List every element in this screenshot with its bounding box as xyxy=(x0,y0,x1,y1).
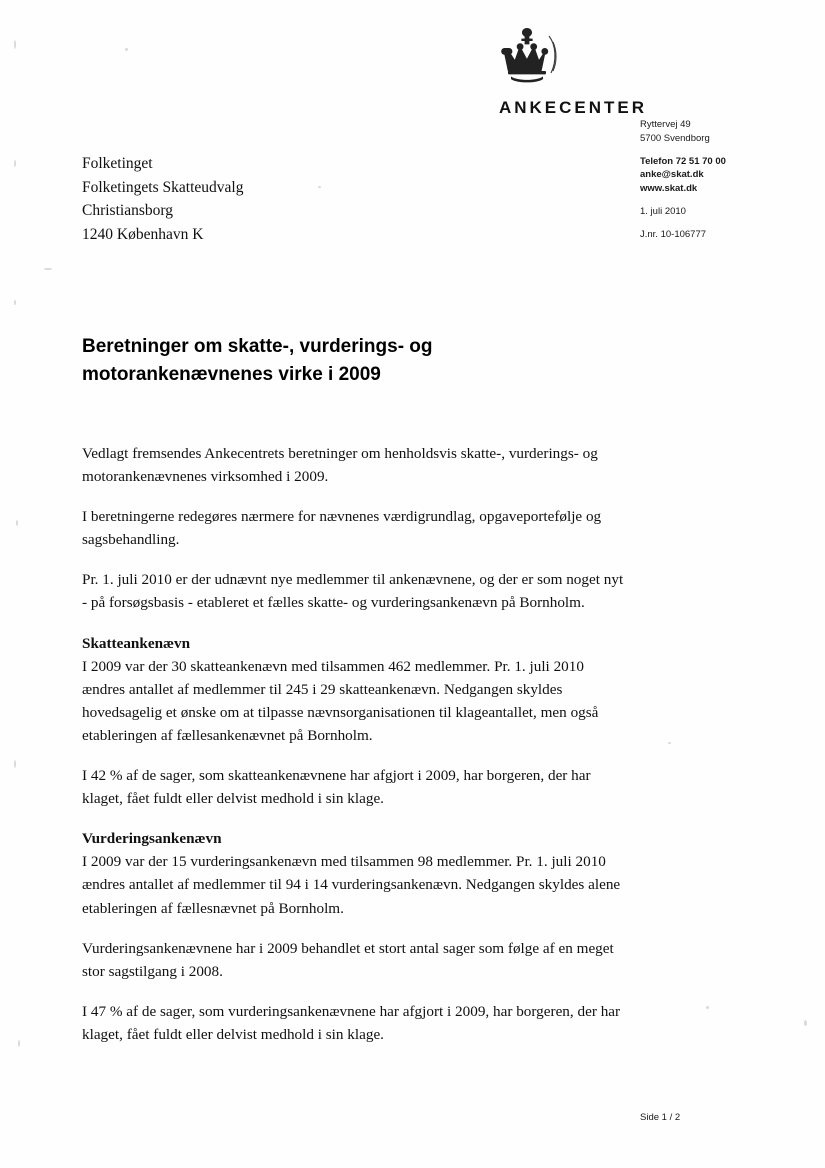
letter-date: 1. juli 2010 xyxy=(640,205,686,217)
section-0-paragraph-1: I 42 % af de sager, som skatteankenævnene har afgjort i 2009, har borgeren, der har klaget, fået fuldt eller delvist medhold i sin klage. xyxy=(82,767,591,808)
scan-artifact xyxy=(14,40,16,49)
contact-email: anke@skat.dk xyxy=(640,169,704,181)
scan-artifact xyxy=(44,268,52,270)
scan-artifact xyxy=(668,742,671,744)
page-footer: Side 1 / 2 xyxy=(640,1112,681,1123)
scan-artifact xyxy=(16,520,18,526)
addressee-line-3: Christiansborg xyxy=(82,202,173,220)
document-body xyxy=(82,442,627,1046)
spacer xyxy=(640,196,800,205)
scan-artifact xyxy=(14,300,16,305)
addressee-line-1: Folketinget xyxy=(82,155,153,172)
addressee-line-4: 1240 København K xyxy=(82,225,204,243)
section-1-paragraph-1: Vurderingsankenævnene har i 2009 behandlet et stort antal sager som følge af en meget stor sagstilgang i 2008. xyxy=(82,939,614,980)
scan-artifact xyxy=(318,186,321,188)
scan-artifact xyxy=(804,1020,807,1026)
intro-paragraph-1: Vedlagt fremsendes Ankecentrets beretninger om henholdsvis skatte-, vurderings- og motorankenævnenes virksomhed i 2009. xyxy=(82,445,598,486)
contact-website: www.skat.dk xyxy=(640,183,698,195)
scan-artifact xyxy=(14,760,16,768)
addressee-line-2: Folketingets Skatteudvalg xyxy=(82,178,244,196)
brand-wordmark: ANKECENTER xyxy=(498,98,647,117)
section-0-paragraph-0: I 2009 var der 30 skatteankenævn med tilsammen 462 medlemmer. Pr. 1. juli 2010 ændres antallet af medlemmer til 245 i 29 skatteankenævn. Nedgangen skyldes hovedsagelig et ønske om at tilpasse nævnsorganisationen til klageantallet, men også etableringen af fællesankenævnet på Bornholm. xyxy=(82,657,599,744)
section-heading-skatteankenaevn: Skatteankenævn xyxy=(82,634,191,652)
letterhead-logo xyxy=(407,22,647,118)
scan-artifact xyxy=(125,48,128,51)
case-number: J.nr. 10-106777 xyxy=(640,228,707,240)
scan-artifact xyxy=(14,160,16,167)
contact-city: 5700 Svendborg xyxy=(640,132,710,144)
contact-street: Ryttervej 49 xyxy=(640,119,691,130)
addressee-block xyxy=(82,152,243,246)
section-1-paragraph-2: I 47 % af de sager, som vurderingsankenævnene har afgjort i 2009, har borgeren, der har klaget, fået fuldt eller delvist medhold i sin klage. xyxy=(82,1002,621,1043)
scan-artifact xyxy=(706,1006,709,1009)
intro-paragraph-2: I beretningerne redegøres nærmere for nævnenes værdigrundlag, opgaveportefølje og sagsbehandling. xyxy=(82,508,602,549)
scan-artifact xyxy=(18,1040,20,1047)
contact-phone: Telefon 72 51 70 00 xyxy=(640,155,726,167)
spacer xyxy=(640,146,800,155)
intro-paragraph-3: Pr. 1. juli 2010 er der udnævnt nye medlemmer til ankenævnene, og der er som noget nyt - på forsøgsbasis - etableret et fælles skatte- og vurderingsankenævn på Bornholm. xyxy=(82,571,624,612)
section-heading-vurderingsankenaevn: Vurderingsankenævn xyxy=(82,830,222,848)
spacer xyxy=(640,219,800,228)
royal-crown-icon xyxy=(491,22,563,94)
contact-block xyxy=(640,118,800,241)
page-title: Beretninger om skatte-, vurderings- og motorankenævnenes virke i 2009 xyxy=(82,336,433,385)
section-1-paragraph-0: I 2009 var der 15 vurderingsankenævn med tilsammen 98 medlemmer. Pr. 1. juli 2010 ændres antallet af medlemmer til 94 i 14 vurderingsankenævn. Nedgangen skyldes alene etableringen af fællesnævnet på Bornholm. xyxy=(82,853,621,917)
